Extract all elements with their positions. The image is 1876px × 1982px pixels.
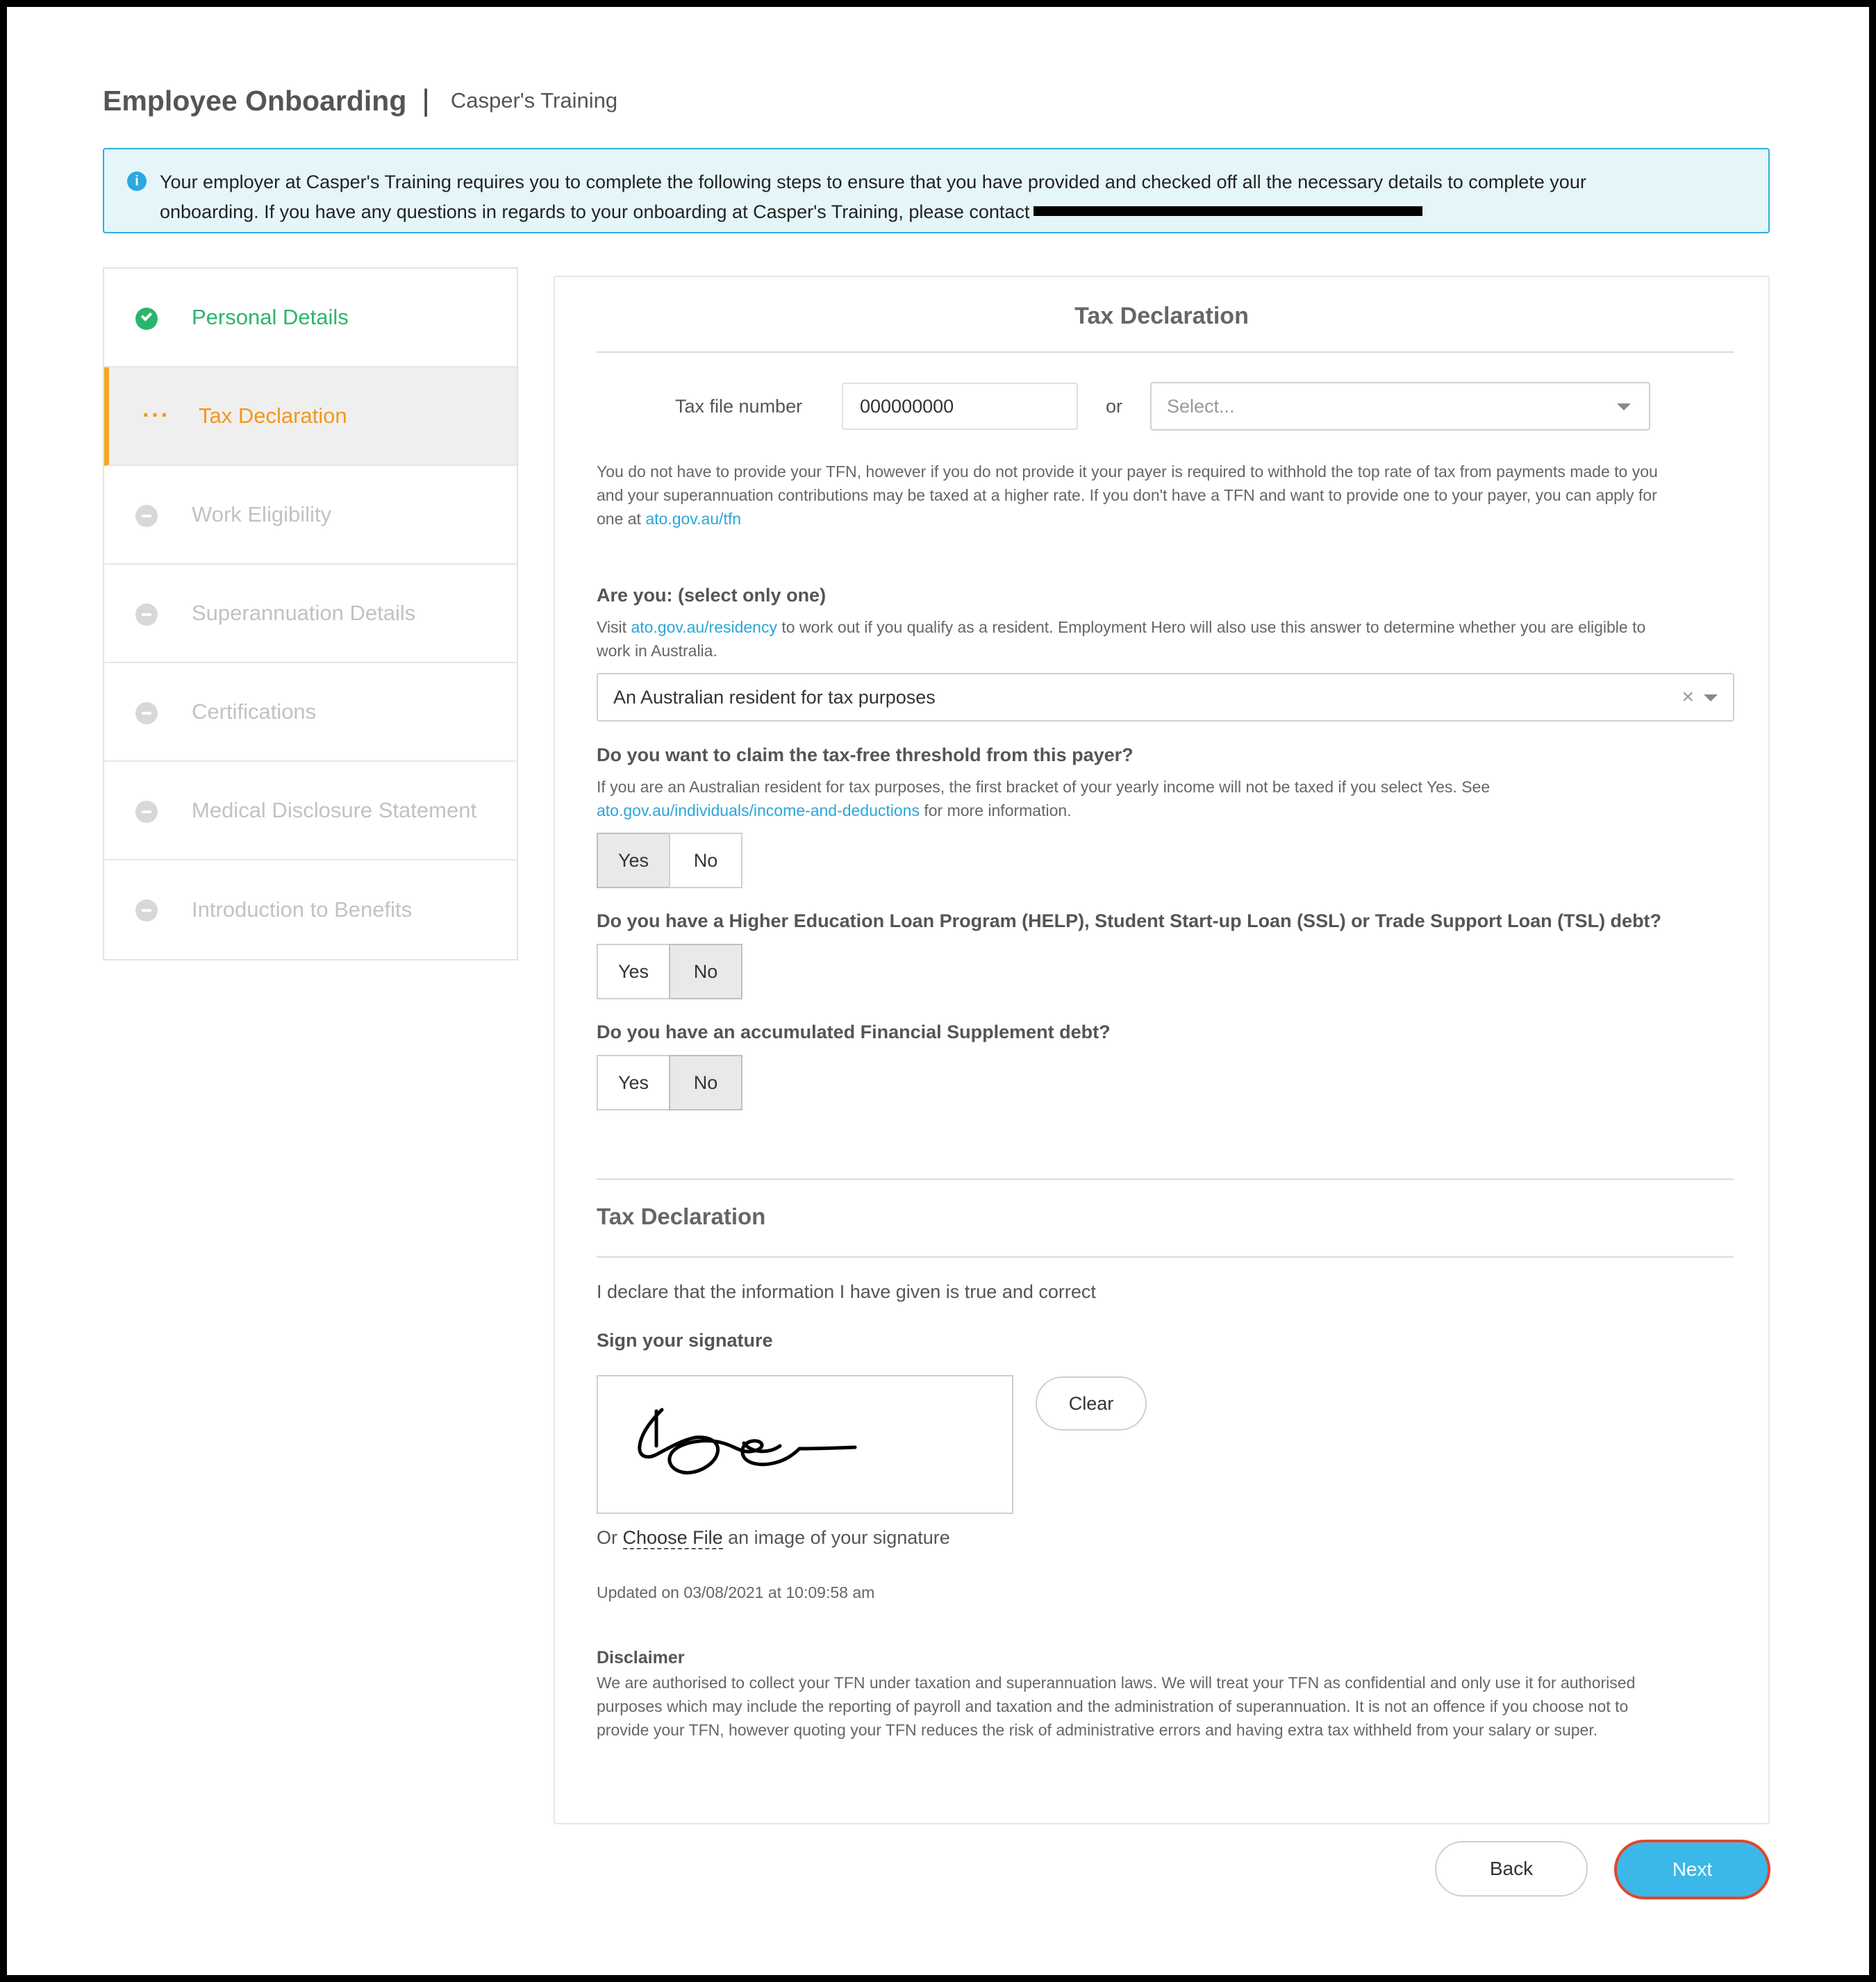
threshold-help-post: for more information. — [924, 801, 1072, 819]
divider — [597, 1179, 1734, 1180]
divider — [597, 1256, 1734, 1258]
signature-drawing — [598, 1376, 1015, 1515]
residency-help-line: work in Australia. — [597, 642, 717, 660]
disclaimer-title: Disclaimer — [597, 1648, 685, 1667]
minus-circle-icon — [135, 603, 158, 626]
threshold-help-line — [597, 799, 1736, 822]
minus-circle-icon — [135, 702, 158, 724]
onboarding-page — [7, 7, 1869, 1975]
tfn-help-line-text: one at — [597, 510, 641, 528]
tfn-help-line — [597, 507, 1736, 531]
step-certifications[interactable] — [104, 663, 517, 762]
signature-pad[interactable] — [597, 1375, 1013, 1514]
alert-line-2 — [160, 197, 1748, 227]
redacted-email — [1034, 206, 1422, 216]
step-tax-declaration[interactable] — [104, 367, 517, 466]
step-work-eligibility[interactable] — [104, 466, 517, 565]
residency-help-post: to work out if you qualify as a resident. Employment Hero will also use this answer to determine whether you are eligible to — [781, 618, 1646, 636]
residency-value: An Australian resident for tax purposes — [613, 687, 936, 708]
step-label: Tax Declaration — [199, 403, 347, 428]
disclaimer-line: We are authorised to collect your TFN under taxation and superannuation laws. We will treat your TFN as confidential and only use it for authorised — [597, 1674, 1636, 1692]
clear-selection-icon[interactable]: × — [1682, 685, 1694, 708]
step-superannuation-details[interactable] — [104, 565, 517, 663]
tfn-help-text — [597, 460, 1736, 531]
page-header — [103, 83, 617, 118]
step-label: Personal Details — [192, 305, 349, 329]
supplement-debt-toggle — [597, 1055, 742, 1110]
step-personal-details[interactable] — [104, 269, 517, 367]
tfn-label: Tax file number — [675, 396, 803, 417]
disclaimer-line: purposes which may include the reporting of payroll and taxation and the administration of superannuation. It is not an offence if you choose not to — [597, 1697, 1629, 1715]
ato-tfn-link[interactable]: ato.gov.au/tfn — [645, 510, 742, 528]
chevron-down-icon — [1704, 694, 1718, 701]
tfn-help-line: You do not have to provide your TFN, however if you do not provide it your payer is required to withhold the top rate of tax from payments made to you — [597, 463, 1658, 481]
alert-line-2-text: onboarding. If you have any questions in regards to your onboarding at Casper's Training, please contact — [160, 201, 1030, 222]
step-label: Superannuation Details — [192, 601, 416, 625]
disclaimer-line: provide your TFN, however quoting your TFN reduces the risk of administrative errors and having extra tax withheld from your salary or super. — [597, 1721, 1598, 1739]
declaration-title: Tax Declaration — [597, 1204, 766, 1229]
image-text: an image of your signature — [728, 1527, 950, 1548]
residency-help — [597, 615, 1736, 663]
or-label: or — [1106, 396, 1123, 417]
header-separator: | — [422, 83, 430, 117]
info-alert — [103, 148, 1770, 233]
residency-help-pre: Visit — [597, 618, 627, 636]
tfn-input[interactable] — [842, 383, 1078, 430]
alert-line-1: Your employer at Casper's Training requires you to complete the following steps to ensure that you have provided and checked off all the necessary details to complete your — [160, 172, 1586, 192]
choose-file-button[interactable]: Choose File — [622, 1527, 723, 1548]
residency-help-line — [597, 615, 1736, 639]
in-progress-icon: ··· — [142, 402, 170, 428]
tfn-exemption-select[interactable] — [1150, 382, 1650, 431]
help-debt-toggle — [597, 944, 742, 999]
step-label: Certifications — [192, 699, 317, 724]
help-debt-no-button[interactable]: No — [669, 944, 742, 999]
declaration-text: I declare that the information I have given is true and correct — [597, 1281, 1096, 1302]
next-button[interactable]: Next — [1614, 1840, 1770, 1899]
chevron-down-icon — [1617, 403, 1631, 410]
step-medical-disclosure[interactable] — [104, 762, 517, 860]
residency-question: Are you: (select only one) — [597, 585, 827, 606]
help-debt-question: Do you have a Higher Education Loan Program (HELP), Student Start-up Loan (SSL) or Trade Support Loan (TSL) debt? — [597, 910, 1662, 931]
clear-signature-button[interactable]: Clear — [1036, 1376, 1147, 1431]
upload-signature-line — [597, 1527, 950, 1549]
threshold-yes-button[interactable]: Yes — [597, 833, 670, 888]
minus-circle-icon — [135, 801, 158, 823]
step-label: Work Eligibility — [192, 502, 331, 526]
threshold-help-line: If you are an Australian resident for tax purposes, the first bracket of your yearly income will not be taxed if you select Yes. See — [597, 778, 1491, 796]
updated-timestamp: Updated on 03/08/2021 at 10:09:58 am — [597, 1583, 875, 1601]
back-button[interactable]: Back — [1435, 1841, 1588, 1897]
or-text: Or — [597, 1527, 617, 1548]
minus-circle-icon — [135, 505, 158, 527]
minus-circle-icon — [135, 899, 158, 922]
company-name: Casper's Training — [450, 88, 618, 113]
info-icon: i — [127, 172, 147, 191]
tfn-help-line: and your superannuation contributions may be taxed at a higher rate. If you don't have a TFN and want to provide one to your payer, you can apply for — [597, 486, 1657, 504]
disclaimer-text — [597, 1671, 1750, 1742]
supplement-no-button[interactable]: No — [669, 1055, 742, 1110]
select-placeholder: Select... — [1167, 396, 1235, 417]
ato-income-link[interactable]: ato.gov.au/individuals/income-and-deductions — [597, 801, 920, 819]
step-label: Medical Disclosure Statement — [192, 798, 477, 822]
check-circle-icon — [135, 308, 158, 330]
step-introduction-to-benefits[interactable] — [104, 860, 517, 959]
step-label: Introduction to Benefits — [192, 897, 413, 922]
divider — [597, 351, 1734, 353]
card-title: Tax Declaration — [1074, 303, 1249, 329]
supplement-debt-question: Do you have an accumulated Financial Supplement debt? — [597, 1022, 1111, 1042]
steps-sidebar — [103, 267, 518, 960]
ato-residency-link[interactable]: ato.gov.au/residency — [631, 618, 777, 636]
sign-label: Sign your signature — [597, 1330, 773, 1351]
browser-frame — [7, 7, 1869, 1975]
supplement-yes-button[interactable]: Yes — [597, 1055, 670, 1110]
help-debt-yes-button[interactable]: Yes — [597, 944, 670, 999]
threshold-question: Do you want to claim the tax-free threshold from this payer? — [597, 744, 1134, 765]
residency-select[interactable] — [597, 673, 1734, 722]
tax-declaration-card — [554, 276, 1770, 1824]
page-title: Employee Onboarding — [103, 84, 407, 117]
threshold-toggle — [597, 833, 742, 888]
threshold-no-button[interactable]: No — [669, 833, 742, 888]
threshold-help — [597, 775, 1736, 822]
